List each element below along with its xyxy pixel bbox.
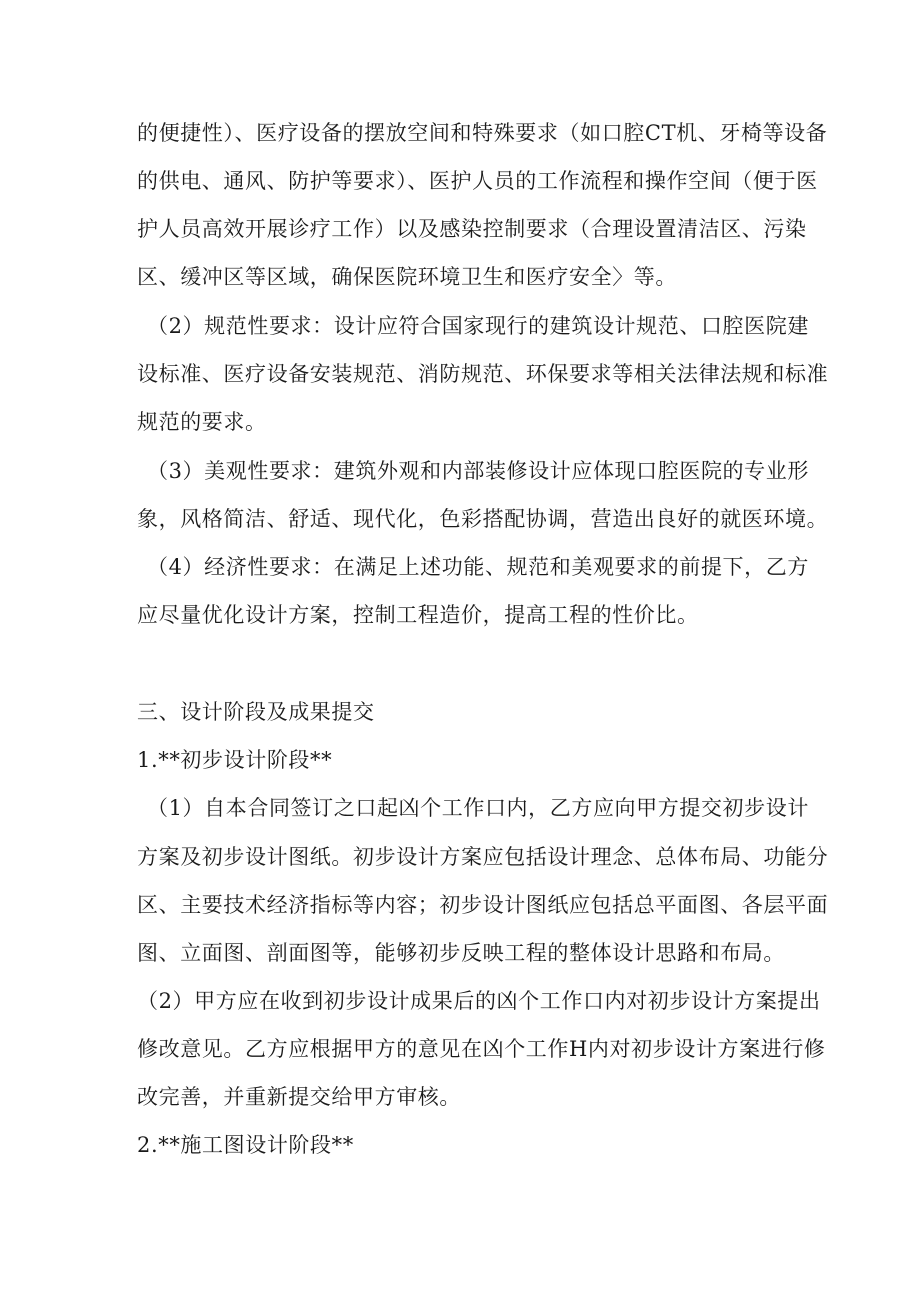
text-line: （1）自本合同签订之口起凶个工作口内，乙方应向甲方提交初步设计 [147,796,809,820]
text-line: 规范的要求。 [137,410,267,434]
text-line: 改完善，并重新提交给甲方审核。 [137,1085,461,1109]
text-line: （4）经济性要求：在满足上述功能、规范和美观要求的前提下，乙方 [147,555,809,579]
text-line: （3）美观性要求：建筑外观和内部装修设计应体现口腔医院的专业形 [147,459,809,483]
text-line: （2）规范性要求：设计应符合国家现行的建筑设计规范、口腔医院建 [147,314,809,338]
text-line: 方案及初步设计图纸。初步设计方案应包括设计理念、总体布局、功能分 [137,845,829,869]
subsection-heading: 2.**施工图设计阶段** [137,1133,354,1157]
text-line: 区、主要技术经济指标等内容；初步设计图纸应包括总平面图、各层平面 [137,893,829,917]
text-line: 护人员高效开展诊疗工作）以及感染控制要求（合理设置清洁区、污染 [137,217,807,241]
text-line: 修改意见。乙方应根据甲方的意见在凶个工作H内对初步设计方案进行修 [137,1037,826,1061]
text-line: 的供电、通风、防护等要求）、医护人员的工作流程和操作空间（便于医 [137,169,818,193]
text-line: 应尽量优化设计方案，控制工程造价，提高工程的性价比。 [137,603,699,627]
text-line: 的便捷性）、医疗设备的摆放空间和特殊要求（如口腔CT机、牙椅等设备 [137,121,828,145]
text-line: 区、缓冲区等区域，确保医院环境卫生和医疗安全〉等。 [137,265,677,289]
section-heading: 三、设计阶段及成果提交 [137,700,375,724]
text-line: 设标准、医疗设备安装规范、消防规范、环保要求等相关法律法规和标准 [137,362,829,386]
subsection-heading: 1.**初步设计阶段** [137,748,333,772]
text-line: 象，风格简洁、舒适、现代化，色彩搭配协调，营造出良好的就医环境。 [137,507,829,531]
text-line: （2）甲方应在收到初步设计成果后的凶个工作口内对初步设计方案提出 [137,989,821,1013]
text-line: 图、立面图、剖面图等，能够初步反映工程的整体设计思路和布局。 [137,941,785,965]
